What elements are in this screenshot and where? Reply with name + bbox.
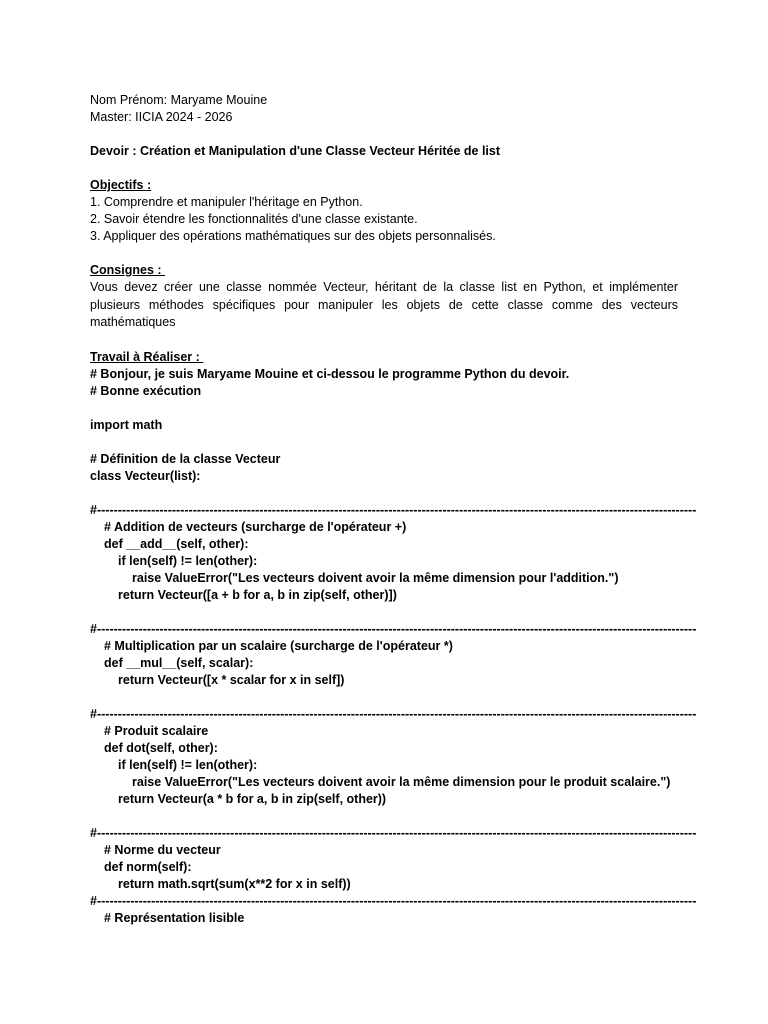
document-page: [90, 92, 697, 927]
code-dot-return: return Vecteur(a * b for a, b in zip(self, other)): [118, 791, 387, 806]
objectif-item: 2. Savoir étendre les fonctionnalités d'une classe existante.: [90, 212, 418, 226]
code-separator: #------------------------------------------------------------------------------------------------------------------------------------------------: [90, 825, 697, 840]
objectif-item: 1. Comprendre et manipuler l'héritage en Python.: [90, 195, 363, 209]
code-separator: #------------------------------------------------------------------------------------------------------------------------------------------------: [90, 706, 697, 721]
code-dot-comment: # Produit scalaire: [104, 723, 209, 738]
intro-comment: # Bonjour, je suis Maryame Mouine et ci-dessou le programme Python du devoir.: [90, 366, 570, 381]
code-add-raise: raise ValueError("Les vecteurs doivent avoir la même dimension pour l'addition."): [132, 570, 619, 585]
intro-comment: # Bonne exécution: [90, 383, 202, 398]
code-norm-comment: # Norme du vecteur: [104, 842, 221, 857]
code-separator: #------------------------------------------------------------------------------------------------------------------------------------------------: [90, 502, 697, 517]
code-separator: #------------------------------------------------------------------------------------------------------------------------------------------------: [90, 893, 697, 908]
student-name: Nom Prénom: Maryame Mouine: [90, 93, 268, 107]
code-mul-return: return Vecteur([x * scalar for x in self]): [118, 672, 345, 687]
code-dot-def: def dot(self, other):: [104, 740, 218, 755]
code-add-def: def __add__(self, other):: [104, 536, 249, 551]
code-add-if: if len(self) != len(other):: [118, 553, 258, 568]
objectif-item: 3. Appliquer des opérations mathématiques sur des objets personnalisés.: [90, 229, 496, 243]
consignes-heading: Consignes :: [90, 263, 166, 277]
code-mul-comment: # Multiplication par un scalaire (surcharge de l'opérateur *): [104, 638, 453, 653]
code-add-comment: # Addition de vecteurs (surcharge de l'opérateur +): [104, 519, 407, 534]
code-add-return: return Vecteur([a + b for a, b in zip(self, other)]): [118, 587, 397, 602]
code-separator: #------------------------------------------------------------------------------------------------------------------------------------------------: [90, 621, 697, 636]
code-norm-def: def norm(self):: [104, 859, 192, 874]
master-program: Master: IICIA 2024 - 2026: [90, 110, 233, 124]
code-repr-comment: # Représentation lisible: [104, 910, 245, 925]
code-norm-return: return math.sqrt(sum(x**2 for x in self)): [118, 876, 351, 891]
consignes-text: Vous devez créer une classe nommée Vecteur, héritant de la classe list en Python, et implémenter plusieurs méthodes spécifiques pour manipuler les objets de cette classe comme des vecteurs mathématiques: [90, 280, 678, 329]
assignment-title: Devoir : Création et Manipulation d'une Classe Vecteur Héritée de list: [90, 144, 501, 158]
code-dot-if: if len(self) != len(other):: [118, 757, 258, 772]
code-class-def: class Vecteur(list):: [90, 468, 201, 483]
code-class-comment: # Définition de la classe Vecteur: [90, 451, 281, 466]
objectifs-heading: Objectifs :: [90, 178, 152, 192]
code-dot-raise: raise ValueError("Les vecteurs doivent avoir la même dimension pour le produit scalaire."): [132, 774, 671, 789]
code-mul-def: def __mul__(self, scalar):: [104, 655, 254, 670]
travail-heading: Travail à Réaliser :: [90, 349, 204, 364]
code-import: import math: [90, 417, 163, 432]
